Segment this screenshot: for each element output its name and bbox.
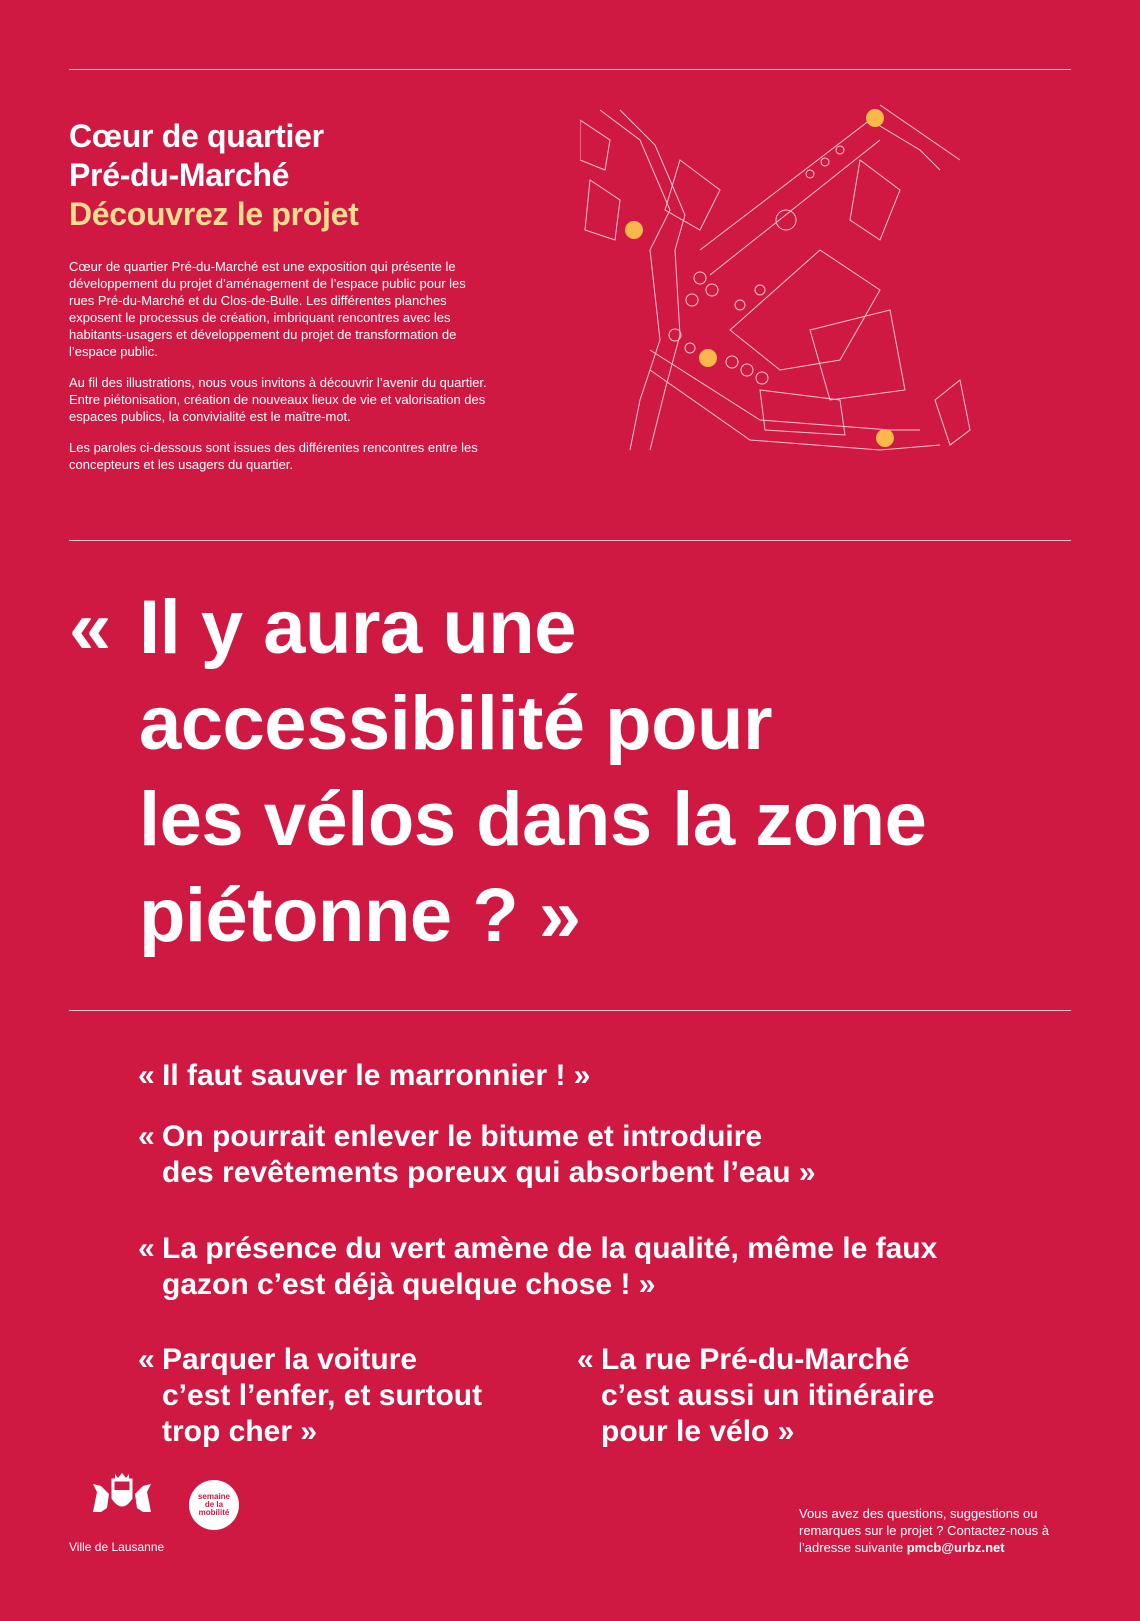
quote-line: trop cher »	[162, 1415, 318, 1448]
mid-rule-1	[69, 540, 1071, 541]
quote-line: pour le vélo »	[601, 1415, 795, 1448]
subtitle: Découvrez le projet	[69, 196, 359, 232]
title-line-1: Cœur de quartier	[69, 118, 324, 154]
quote-line: La présence du vert amène de la qualité, même le faux	[162, 1232, 938, 1265]
quote-item	[138, 1231, 938, 1303]
quote-line: On pourrait enlever le bitume et introduire	[162, 1120, 763, 1153]
quote-line: Il faut sauver le marronnier ! »	[162, 1059, 591, 1092]
city-label: Ville de Lausanne	[69, 1540, 165, 1554]
quote-line: gazon c’est déjà quelque chose ! »	[162, 1268, 656, 1301]
quote-mark: «	[577, 1343, 594, 1376]
main-quote-line-4: piétonne ? »	[139, 873, 581, 958]
top-rule	[69, 69, 1071, 70]
contact-text: Vous avez des questions, suggestions ou remarques sur le projet ? Contactez-nous à l’adresse suivante	[799, 1506, 1050, 1555]
contact-info	[799, 1505, 1079, 1556]
lausanne-crest-icon	[87, 1472, 157, 1516]
open-guillemet: «	[69, 585, 111, 670]
semaine-mobilite-logo: semaine de la mobilité	[189, 1480, 239, 1530]
intro-paragraph-3: Les paroles ci-dessous sont issues des différentes rencontres entre les concepteurs et les usagers du quartier.	[69, 440, 478, 472]
page-title	[69, 117, 359, 234]
map-marker	[866, 109, 884, 127]
quote-item	[138, 1119, 816, 1191]
map-marker	[876, 429, 894, 447]
quote-item	[577, 1342, 935, 1450]
map-marker	[625, 221, 643, 239]
intro-paragraph-1: Cœur de quartier Pré-du-Marché est une exposition qui présente le développement du projet d’aménagement de l’espace public pour les rues Pré-du-Marché et du Clos-de-Bulle. Les différentes planches exposent le processus de création, imbriquant rencontres avec les habitants-usagers et développement du projet de transformation de l’espace public.	[69, 259, 466, 359]
title-line-2: Pré-du-Marché	[69, 157, 290, 193]
main-quote	[69, 580, 926, 964]
map-marker	[699, 349, 717, 367]
main-quote-line-3: les vélos dans la zone	[139, 777, 927, 862]
contact-email[interactable]: pmcb@urbz.net	[906, 1540, 1005, 1555]
quote-line: c’est l’enfer, et surtout	[162, 1379, 483, 1412]
intro-text	[69, 258, 494, 487]
intro-paragraph-2: Au fil des illustrations, nous vous invitons à découvrir l’avenir du quartier. Entre piétonisation, création de nouveaux lieux de vie et valorisation des espaces publics, la convivialité est le maître-mot.	[69, 375, 487, 424]
main-quote-line-1: Il y aura une	[139, 585, 576, 670]
quote-line: Parquer la voiture	[162, 1343, 418, 1376]
quote-item	[138, 1058, 591, 1094]
quote-item	[138, 1342, 483, 1450]
footer-logos	[69, 1472, 269, 1562]
quote-line: La rue Pré-du-Marché	[601, 1343, 910, 1376]
quote-mark: «	[138, 1120, 155, 1153]
quote-mark: «	[138, 1343, 155, 1376]
mid-rule-2	[69, 1010, 1071, 1011]
quote-mark: «	[138, 1059, 155, 1092]
main-quote-line-2: accessibilité pour	[139, 681, 773, 766]
quote-line: c’est aussi un itinéraire	[601, 1379, 935, 1412]
quote-mark: «	[138, 1232, 155, 1265]
site-map	[580, 100, 980, 480]
quote-line: des revêtements poreux qui absorbent l’eau »	[162, 1156, 816, 1189]
